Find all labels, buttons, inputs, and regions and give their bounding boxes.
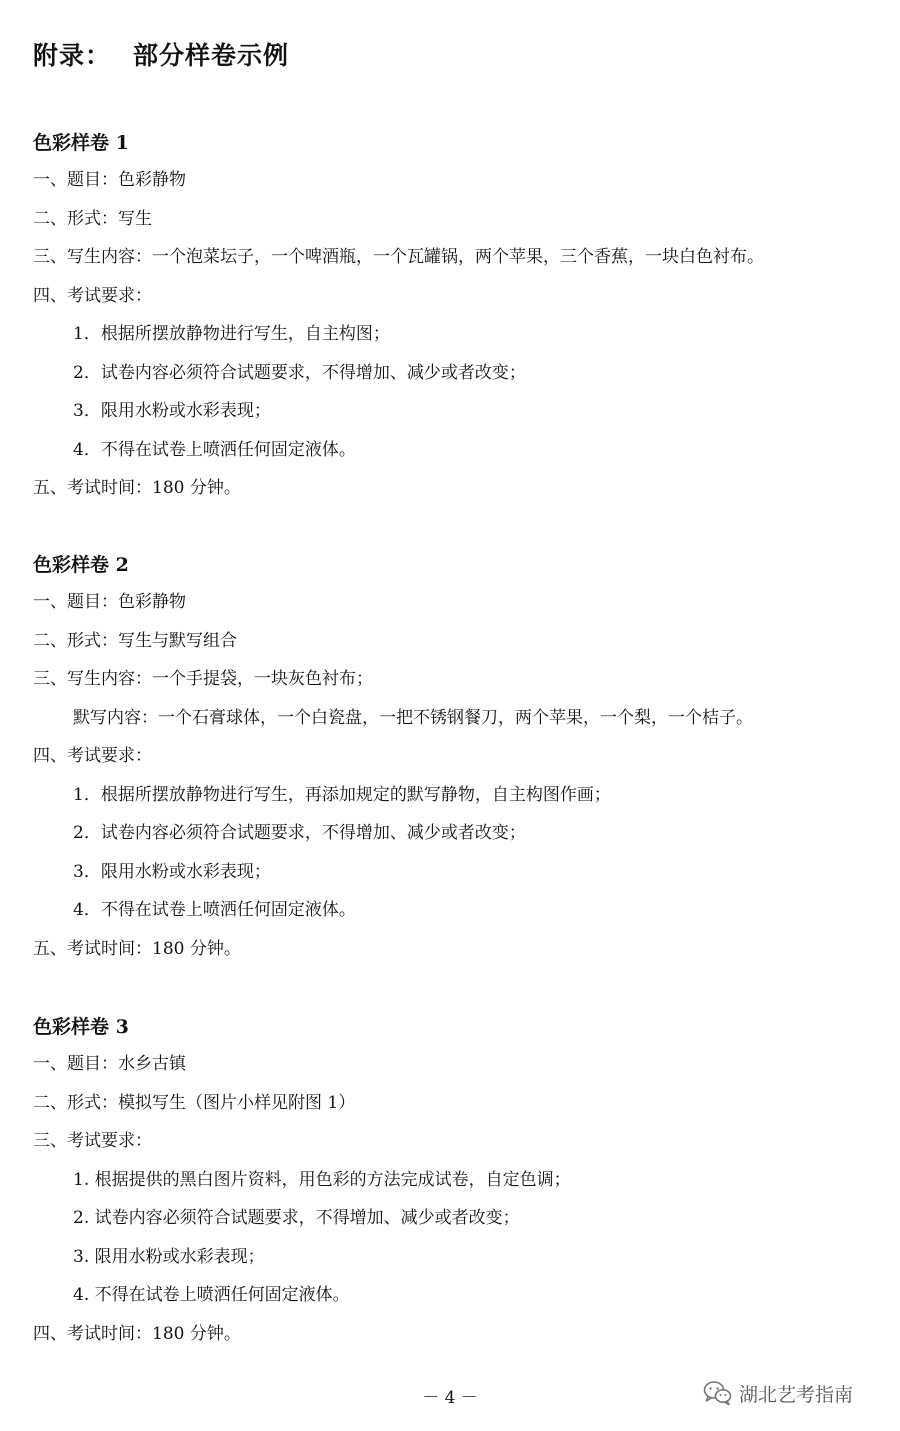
requirement-item: 4．不得在试卷上喷洒任何固定液体。 [73, 900, 356, 920]
requirement-item: 1. 根据提供的黑白图片资料，用色彩的方法完成试卷，自定色调； [73, 1169, 571, 1190]
watermark [703, 1376, 853, 1410]
requirements-heading: 三、考试要求： [33, 1131, 152, 1151]
requirements-heading: 四、考试要求： [33, 285, 152, 306]
content-line: 三、写生内容：一个泡菜坛子，一个啤酒瓶，一个瓦罐锅，两个苹果，三个香蕉，一块白色衬布。 [33, 247, 764, 267]
sample-paper-3 [33, 1009, 893, 1353]
section-title: 色彩样卷 3 [33, 1016, 129, 1038]
page-title-prefix: 附录： [33, 41, 112, 70]
requirement-item: 4．不得在试卷上喷洒任何固定液体。 [73, 439, 356, 460]
format-line: 二、形式：写生与默写组合 [33, 630, 237, 651]
page-title [33, 36, 289, 72]
memory-content-line: 默写内容：一个石膏球体，一个白瓷盘，一把不锈钢餐刀，两个苹果，一个梨，一个桔子。 [73, 707, 753, 728]
topic-line: 一、题目：色彩静物 [33, 592, 186, 612]
watermark-text: 湖北艺考指南 [739, 1383, 854, 1406]
time-line: 四、考试时间：180 分钟。 [33, 1323, 241, 1344]
topic-line: 一、题目：水乡古镇 [33, 1054, 186, 1074]
requirement-item: 4. 不得在试卷上喷洒任何固定液体。 [73, 1285, 350, 1305]
wechat-icon [703, 1380, 733, 1406]
requirement-item: 2．试卷内容必须符合试题要求，不得增加、减少或者改变； [73, 362, 526, 383]
page-number: － 4 － [422, 1388, 478, 1408]
time-line: 五、考试时间：180 分钟。 [33, 938, 241, 959]
content-line: 三、写生内容：一个手提袋，一块灰色衬布； [33, 669, 373, 689]
requirement-item: 1．根据所摆放静物进行写生，自主构图； [73, 324, 390, 344]
requirement-item: 2．试卷内容必须符合试题要求，不得增加、减少或者改变； [73, 823, 526, 843]
section-title: 色彩样卷 1 [33, 132, 129, 154]
page-title-main: 部分样卷示例 [133, 41, 290, 70]
section-title: 色彩样卷 2 [33, 554, 129, 576]
format-line: 二、形式：写生 [33, 208, 152, 229]
requirement-item: 3．限用水粉或水彩表现； [73, 401, 271, 421]
time-line: 五、考试时间：180 分钟。 [33, 478, 241, 498]
requirement-item: 2. 试卷内容必须符合试题要求，不得增加、减少或者改变； [73, 1208, 520, 1228]
requirement-item: 3．限用水粉或水彩表现； [73, 861, 271, 882]
requirement-item: 3. 限用水粉或水彩表现； [73, 1246, 265, 1267]
sample-paper-2 [33, 547, 893, 968]
format-line: 二、形式：模拟写生（图片小样见附图 1） [33, 1092, 356, 1113]
topic-line: 一、题目：色彩静物 [33, 170, 186, 190]
sample-paper-1 [33, 125, 893, 508]
requirements-heading: 四、考试要求： [33, 746, 152, 766]
requirement-item: 1．根据所摆放静物进行写生，再添加规定的默写静物，自主构图作画； [73, 784, 611, 805]
